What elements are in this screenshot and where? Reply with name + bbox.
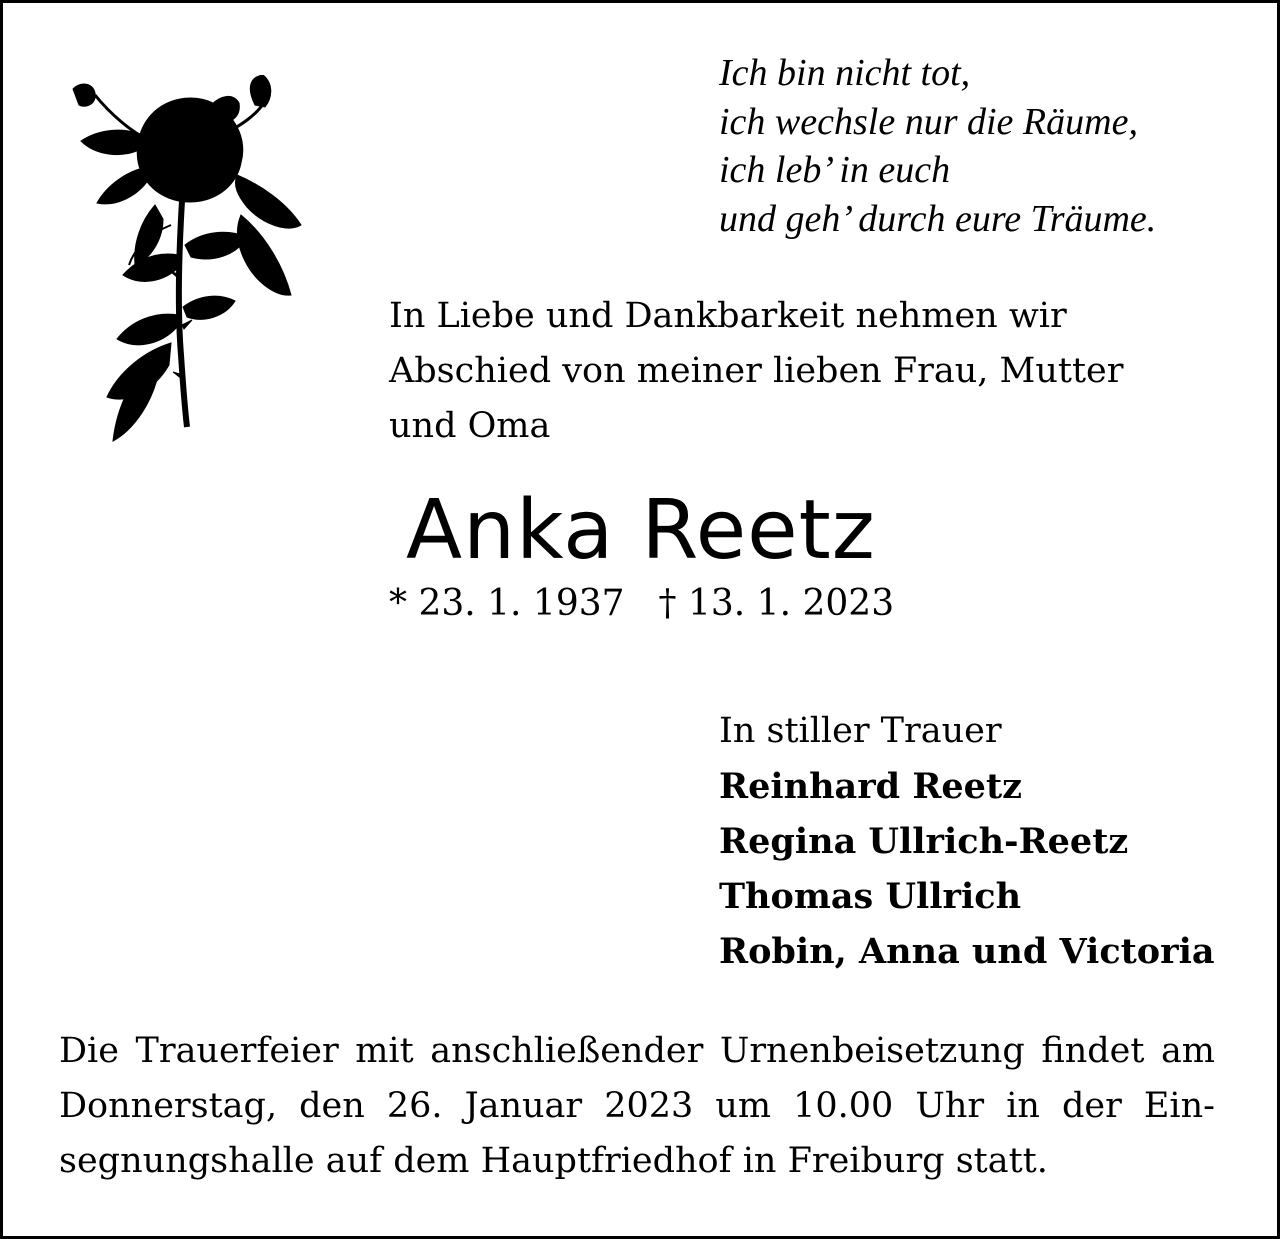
poem <box>719 49 1259 243</box>
mourner-name: Reinhard Reetz <box>719 766 1022 807</box>
mourner-name: Regina Ullrich-Reetz <box>719 821 1129 862</box>
death-date: † 13. 1. 2023 <box>658 583 895 624</box>
deceased-name: Anka Reetz <box>406 483 876 578</box>
life-dates <box>389 580 894 628</box>
mourners-heading: In stiller Trauer <box>719 711 1002 751</box>
poem-line: Ich bin nicht tot, <box>719 52 971 94</box>
rose-icon <box>51 75 311 447</box>
service-line: segnungshalle auf dem Hauptfriedhof in Freiburg statt. <box>59 1141 1048 1181</box>
service-line: Donnerstag, den 26. Januar 2023 um 10.00 Uhr in der Ein- <box>59 1086 1215 1126</box>
intro-text <box>389 289 1229 454</box>
birth-date: * 23. 1. 1937 <box>389 583 625 624</box>
poem-line: ich wechsle nur die Räume, <box>719 100 1138 143</box>
poem-line: und geh’ durch eure Träume. <box>719 197 1157 240</box>
mourner-name: Robin, Anna und Victoria <box>719 931 1215 972</box>
service-line: Die Trauerfeier mit anschließender Urnenbeisetzung findet am <box>59 1031 1215 1071</box>
intro-line: In Liebe und Dankbarkeit nehmen wir <box>389 296 1067 336</box>
mourner-name: Thomas Ullrich <box>719 876 1022 917</box>
mourners <box>719 704 1279 979</box>
intro-line: Abschied von meiner lieben Frau, Mutter <box>389 351 1124 391</box>
poem-line: ich leb’ in euch <box>719 149 951 191</box>
intro-line: und Oma <box>389 406 551 446</box>
service-details <box>59 1024 1215 1189</box>
